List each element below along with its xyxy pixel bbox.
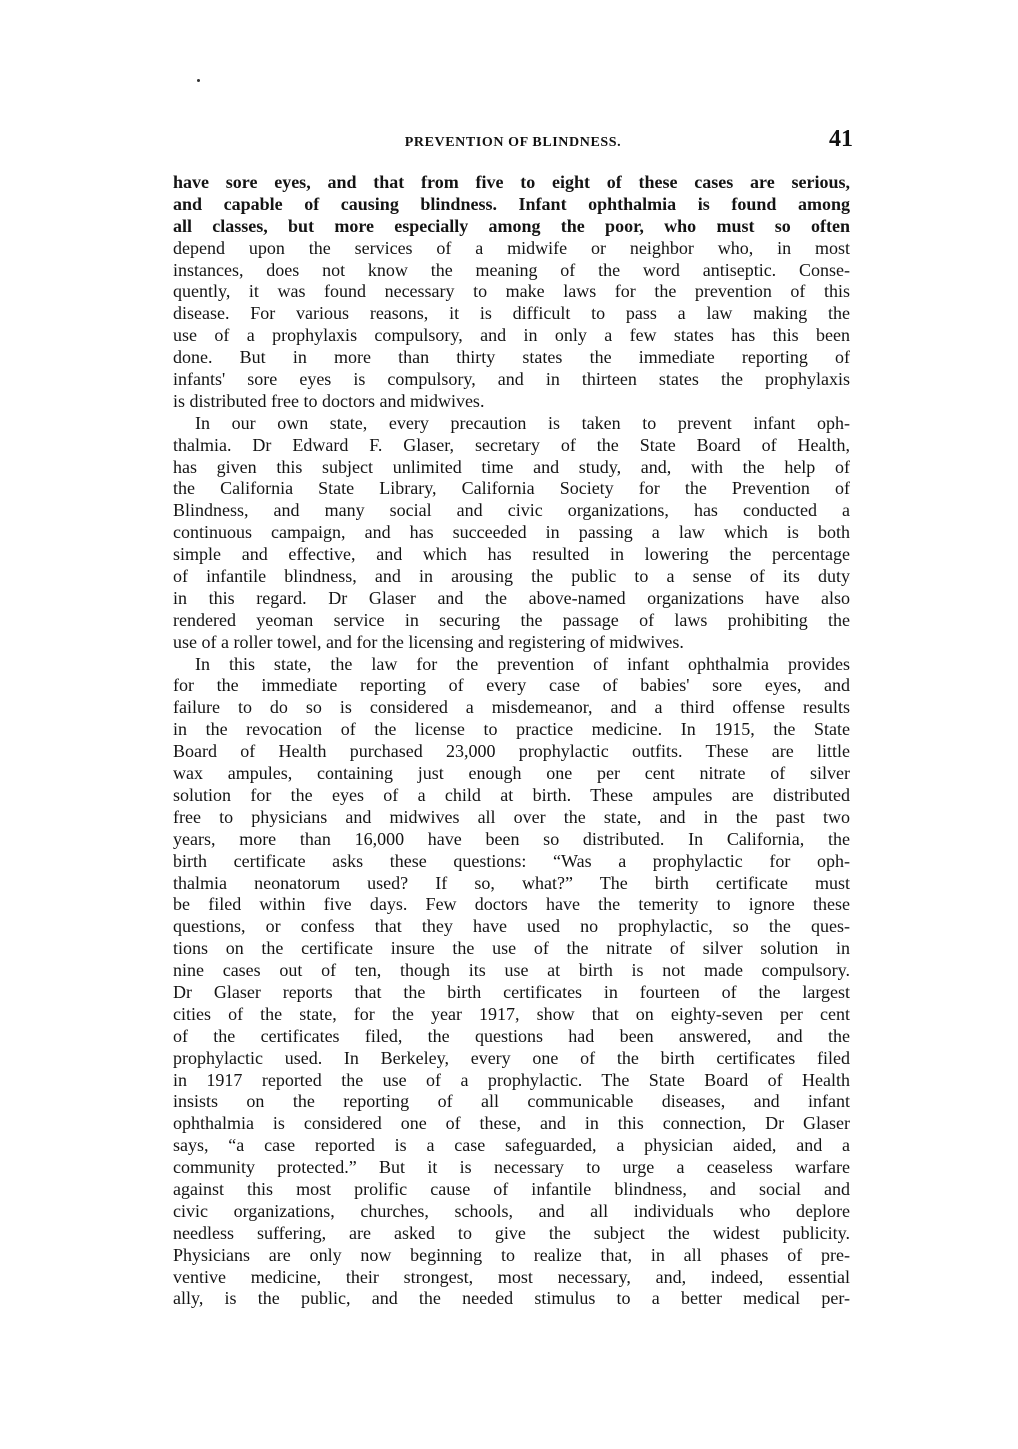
body-text — [173, 172, 850, 1310]
page-number: 41 — [829, 126, 853, 152]
text-line: of the certificates filed, the questions had been answered, and the — [173, 1025, 850, 1046]
text-line: Physicians are only now beginning to realize that, in all phases of pre- — [173, 1244, 850, 1265]
running-head — [173, 126, 853, 158]
text-line: thalmia neonatorum used? If so, what?” The birth certificate must — [173, 872, 850, 893]
text-line: is distributed free to doctors and midwives. — [173, 390, 485, 411]
text-line: wax ampules, containing just enough one per cent nitrate of silver — [173, 763, 850, 784]
text-line: prophylactic used. In Berkeley, every one of the birth certificates filed — [173, 1047, 850, 1068]
text-line: rendered yeoman service in securing the passage of laws prohibiting the — [173, 609, 850, 630]
text-line: all classes, but more especially among the poor, who must so often — [173, 215, 850, 236]
running-title: PREVENTION OF BLINDNESS. — [404, 135, 622, 150]
text-line: have sore eyes, and that from five to eight of these cases are serious, — [173, 172, 850, 192]
text-line: failure to do so is considered a misdemeanor, and a third offense results — [173, 697, 850, 718]
text-line: ophthalmia is considered one of these, and in this connection, Dr Glaser — [173, 1113, 850, 1134]
text-line: quently, it was found necessary to make laws for the prevention of this — [173, 281, 850, 302]
text-line: done. But in more than thirty states the immediate reporting of — [173, 347, 850, 368]
text-line: in 1917 reported the use of a prophylactic. The State Board of Health — [173, 1069, 850, 1090]
text-line: be filed within five days. Few doctors have the temerity to ignore these — [173, 894, 850, 915]
text-line: for the immediate reporting of every case of babies' sore eyes, and — [173, 675, 850, 696]
text-line: Dr Glaser reports that the birth certificates in fourteen of the largest — [173, 981, 850, 1002]
text-line: solution for the eyes of a child at birth. These ampules are distributed — [173, 784, 850, 805]
text-line: says, “a case reported is a case safeguarded, a physician aided, and a — [173, 1135, 850, 1156]
text-line: instances, does not know the meaning of the word antiseptic. Conse- — [173, 259, 850, 280]
text-line: against this most prolific cause of infantile blindness, and social and — [173, 1178, 850, 1199]
text-line: questions, or confess that they have used no prophylactic, so the ques- — [173, 916, 850, 937]
text-line: continuous campaign, and has succeeded in passing a law which is both — [173, 522, 850, 543]
text-line: In this state, the law for the prevention of infant ophthalmia provides — [195, 653, 850, 674]
print-speck — [197, 79, 200, 82]
text-line: free to physicians and midwives all over the state, and in the past two — [173, 806, 850, 827]
text-line: use of a prophylaxis compulsory, and in only a few states has this been — [173, 325, 850, 346]
text-line: years, more than 16,000 have been so distributed. In California, the — [173, 828, 850, 849]
text-line: ally, is the public, and the needed stimulus to a better medical per- — [173, 1288, 850, 1309]
text-line: nine cases out of ten, though its use at birth is not made compulsory. — [173, 960, 850, 981]
text-line: tions on the certificate insure the use of the nitrate of silver solution in — [173, 938, 850, 959]
text-line: infants' sore eyes is compulsory, and in thirteen states the prophylaxis — [173, 369, 850, 390]
text-line: community protected.” But it is necessary to urge a ceaseless warfare — [173, 1157, 850, 1178]
text-line: in the revocation of the license to practice medicine. In 1915, the State — [173, 719, 850, 740]
paragraph-3 — [173, 654, 850, 1311]
text-line: the California State Library, California Society for the Prevention of — [173, 478, 850, 499]
text-line: use of a roller towel, and for the licensing and registering of midwives. — [173, 631, 684, 652]
paragraph-1 — [173, 172, 850, 413]
text-line: in this regard. Dr Glaser and the above-named organizations have also — [173, 587, 850, 608]
text-line: needless suffering, are asked to give the subject the widest publicity. — [173, 1222, 850, 1243]
text-line: Board of Health purchased 23,000 prophylactic outfits. These are little — [173, 741, 850, 762]
text-line: Blindness, and many social and civic organizations, has conducted a — [173, 500, 850, 521]
text-line: birth certificate asks these questions: “Was a prophylactic for oph- — [173, 850, 850, 871]
text-line: cities of the state, for the year 1917, show that on eighty-seven per cent — [173, 1003, 850, 1024]
text-line: disease. For various reasons, it is difficult to pass a law making the — [173, 303, 850, 324]
text-line: thalmia. Dr Edward F. Glaser, secretary of the State Board of Health, — [173, 434, 850, 455]
text-line: insists on the reporting of all communicable diseases, and infant — [173, 1091, 850, 1112]
text-line: of infantile blindness, and in arousing the public to a sense of its duty — [173, 566, 850, 587]
paragraph-2 — [173, 413, 850, 654]
text-line: civic organizations, churches, schools, and all individuals who deplore — [173, 1200, 850, 1221]
text-line: ventive medicine, their strongest, most necessary, and, indeed, essential — [173, 1266, 850, 1287]
text-line: has given this subject unlimited time and study, and, with the help of — [173, 456, 850, 477]
text-line: In our own state, every precaution is taken to prevent infant oph- — [195, 412, 850, 433]
text-line: and capable of causing blindness. Infant ophthalmia is found among — [173, 193, 850, 214]
text-line: depend upon the services of a midwife or neighbor who, in most — [173, 237, 850, 258]
text-line: simple and effective, and which has resulted in lowering the percentage — [173, 544, 850, 565]
